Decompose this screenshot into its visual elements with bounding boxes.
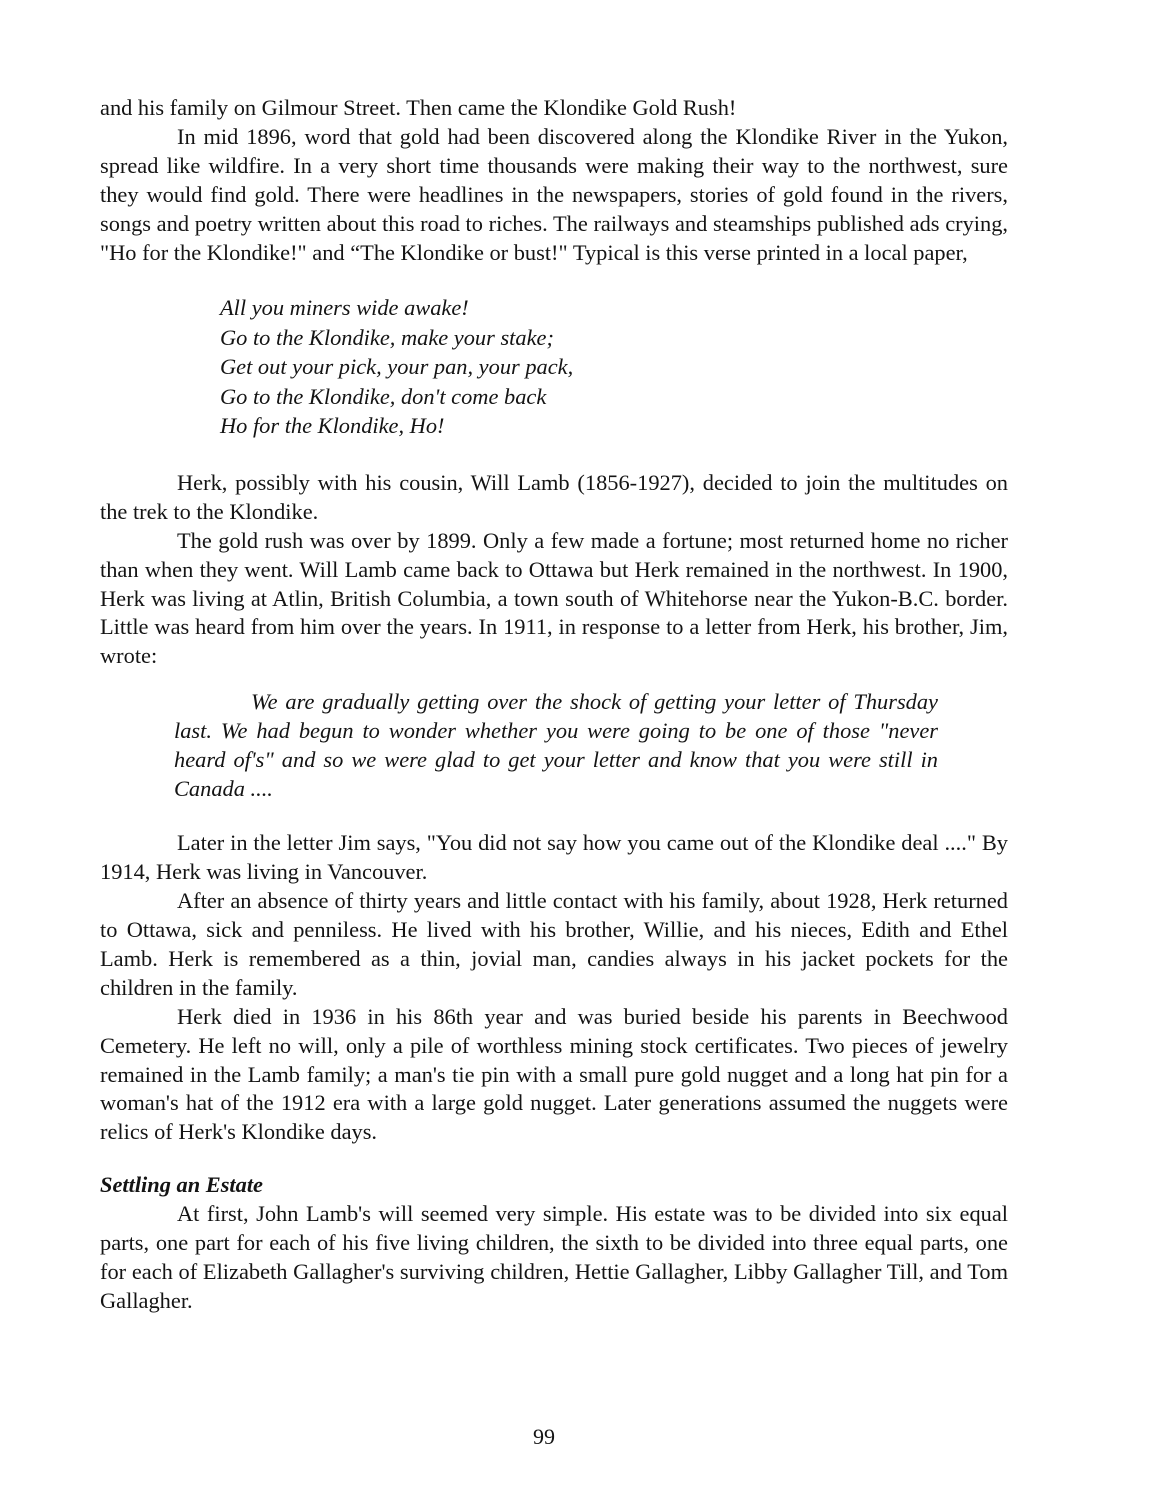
page-number: 99 xyxy=(533,1424,555,1449)
poem-line: All you miners wide awake! xyxy=(220,295,469,321)
poem-line: Go to the Klondike, make your stake; xyxy=(220,324,554,350)
paragraph: At first, John Lamb's will seemed very simple. His estate was to be divided into six equal parts, one part for each of his five living children, the sixth to be divided into three equal parts, one for each of Elizabeth Gallagher's surviving children, Hettie Gallagher, Libby Gallagher Till, and Tom Gallagher. xyxy=(100,1201,1008,1313)
page-body xyxy=(100,94,1008,1316)
poem-line: Get out your pick, your pan, your pack, xyxy=(220,354,574,380)
paragraph: and his family on Gilmour Street. Then came the Klondike Gold Rush! xyxy=(100,95,737,120)
poem-line: Go to the Klondike, don't come back xyxy=(220,383,547,409)
paragraph: Herk, possibly with his cousin, Will Lamb (1856-1927), decided to join the multitudes on the trek to the Klondike. xyxy=(100,469,1008,524)
poem-line: Ho for the Klondike, Ho! xyxy=(220,413,445,439)
letter-quote: We are gradually getting over the shock of getting your letter of Thursday last. We had begun to wonder whether you were going to be one of those "never heard of's" and so we were glad to get your letter and know that you were still in Canada .... xyxy=(174,689,938,802)
paragraph: Later in the letter Jim says, "You did not say how you came out of the Klondike deal ...." By 1914, Herk was living in Vancouver. xyxy=(100,830,1008,885)
paragraph: Herk died in 1936 in his 86th year and was buried beside his parents in Beechwood Cemetery. He left no will, only a pile of worthless mining stock certificates. Two pieces of jewelry remained in the Lamb family; a man's tie pin with a small pure gold nugget and a long hat pin for a woman's hat of the 1912 era with a large gold nugget. Later generations assumed the nuggets were relics of Herk's Klondike days. xyxy=(100,1003,1008,1145)
paragraph: After an absence of thirty years and little contact with his family, about 1928, Herk returned to Ottawa, sick and penniless. He lived with his brother, Willie, and his nieces, Edith and Ethel Lamb. Herk is remembered as a thin, jovial man, candies always in his jacket pockets for the children in the family. xyxy=(100,888,1008,1000)
poem-verse xyxy=(220,293,1008,441)
paragraph: In mid 1896, word that gold had been discovered along the Klondike River in the Yukon, spread like wildfire. In a very short time thousands were making their way to the northwest, sure they would find gold. There were headlines in the newspapers, stories of gold found in the rivers, songs and poetry written about this road to riches. The railways and steamships published ads crying, "Ho for the Klondike!" and “The Klondike or bust!" Typical is this verse printed in a local paper, xyxy=(100,123,1008,265)
paragraph: The gold rush was over by 1899. Only a few made a fortune; most returned home no richer than when they went. Will Lamb came back to Ottawa but Herk remained in the northwest. In 1900, Herk was living at Atlin, British Columbia, a town south of Whitehorse near the Yukon-B.C. border. Little was heard from him over the years. In 1911, in response to a letter from Herk, his brother, Jim, wrote: xyxy=(100,527,1008,669)
section-heading: Settling an Estate xyxy=(100,1172,263,1198)
